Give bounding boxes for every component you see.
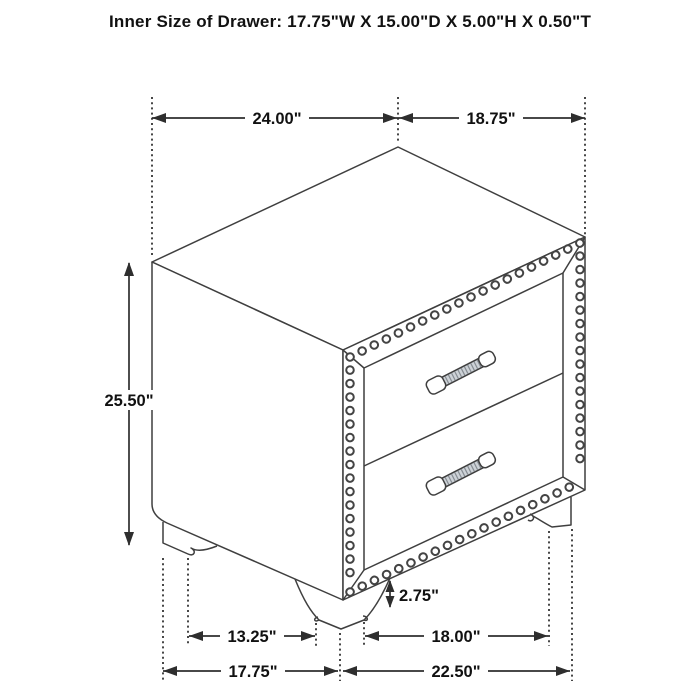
dim-label-leg-height: 2.75" — [399, 587, 439, 605]
page-title: Inner Size of Drawer: 17.75"W X 15.00"D X 5.00"H X 0.50"T — [108, 12, 592, 31]
dim-label-leg-spacing-front: 18.00" — [431, 628, 481, 646]
nightstand-drawing — [152, 147, 585, 629]
arrow-right-icon — [301, 631, 315, 641]
arrow-up-icon — [124, 262, 134, 276]
arrow-left-icon — [189, 631, 203, 641]
dim-label-base-depth: 22.50" — [431, 663, 481, 681]
arrow-left-icon — [399, 113, 413, 123]
dim-label-overall-height: 25.50" — [104, 392, 154, 410]
arrow-left-icon — [365, 631, 379, 641]
arrow-left-icon — [152, 113, 166, 123]
arrow-right-icon — [556, 666, 570, 676]
arrow-right-icon — [324, 666, 338, 676]
arrow-right-icon — [534, 631, 548, 641]
arrow-down-icon — [124, 532, 134, 546]
arrow-left-icon — [343, 666, 357, 676]
arrow-right-icon — [383, 113, 397, 123]
dim-label-top-width: 24.00" — [252, 110, 302, 128]
arrow-down-icon — [386, 596, 395, 608]
dim-label-leg-spacing-side: 13.25" — [227, 628, 277, 646]
dim-label-base-width: 17.75" — [228, 663, 278, 681]
arrow-right-icon — [571, 113, 585, 123]
arrow-left-icon — [163, 666, 177, 676]
dim-label-top-depth: 18.75" — [466, 110, 516, 128]
